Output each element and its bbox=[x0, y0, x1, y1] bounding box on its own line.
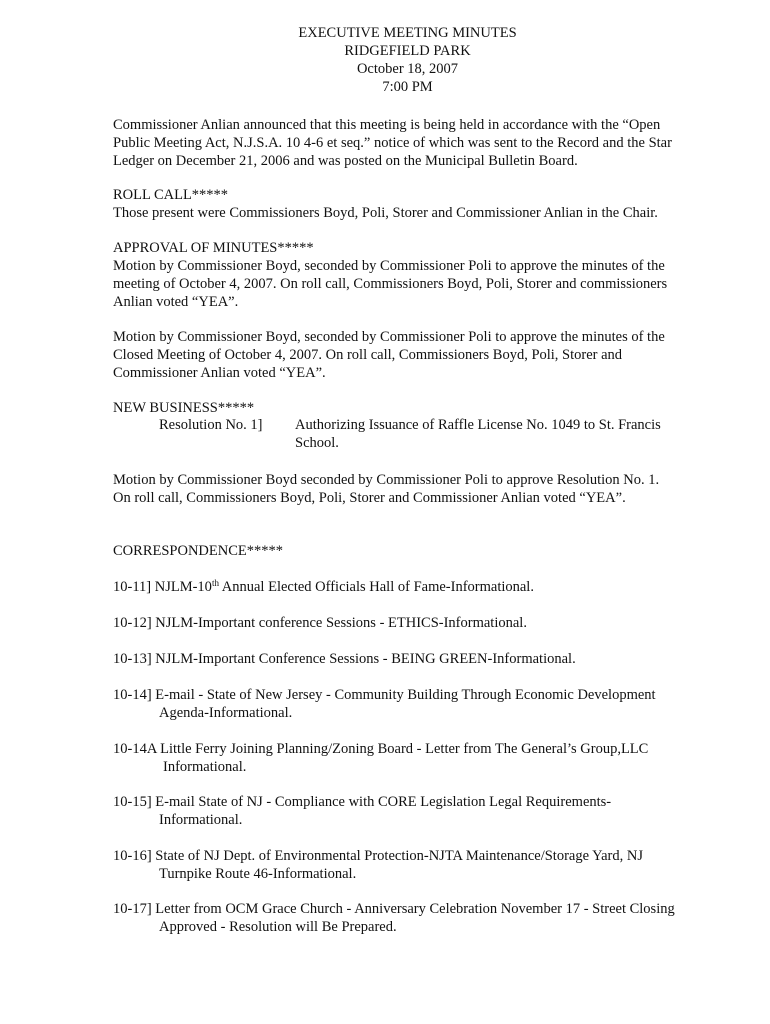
resolution-motion-line: On roll call, Commissioners Boyd, Poli, Storer and Commissioner Anlian voted “YEA”. bbox=[113, 490, 626, 506]
correspondence-text: 10-11] NJLM-10 bbox=[113, 579, 212, 595]
closed-motion-line: Motion by Commissioner Boyd, seconded by Commissioner Poli to approve the minutes of the bbox=[113, 329, 665, 345]
closed-motion-line: Closed Meeting of October 4, 2007. On roll call, Commissioners Boyd, Poli, Storer and bbox=[113, 347, 623, 363]
meeting-time: 7:00 PM bbox=[382, 79, 433, 95]
correspondence-heading: CORRESPONDENCE***** bbox=[113, 543, 283, 559]
correspondence-text: 10-14] E-mail - State of New Jersey - Community Building Through Economic Development bbox=[113, 687, 656, 703]
correspondence-text: 10-16] State of NJ Dept. of Environmental Protection-NJTA Maintenance/Storage Yard, NJ bbox=[113, 848, 644, 864]
closed-motion-line: Commissioner Anlian voted “YEA”. bbox=[113, 365, 326, 381]
closed-meeting-motion bbox=[113, 328, 713, 382]
correspondence-item-10-14 bbox=[113, 686, 713, 722]
correspondence-continuation: Informational. bbox=[163, 759, 247, 775]
correspondence-text: 10-15] E-mail State of NJ - Compliance with CORE Legislation Legal Requirements- bbox=[113, 794, 612, 810]
correspondence-text: 10-13] NJLM-Important Conference Sessions - BEING GREEN-Informational. bbox=[113, 651, 576, 667]
correspondence-continuation: Informational. bbox=[159, 812, 243, 828]
approval-motion-line: Motion by Commissioner Boyd, seconded by Commissioner Poli to approve the minutes of the bbox=[113, 258, 665, 274]
correspondence-continuation: Approved - Resolution will Be Prepared. bbox=[159, 919, 397, 935]
correspondence-item-10-14a bbox=[113, 740, 713, 776]
meeting-date: October 18, 2007 bbox=[356, 61, 459, 77]
correspondence-text: Annual Elected Officials Hall of Fame-Informational. bbox=[218, 579, 534, 595]
new-business-heading: NEW BUSINESS***** bbox=[113, 400, 255, 416]
approval-motion-line: Anlian voted “YEA”. bbox=[113, 294, 239, 310]
approval-section bbox=[113, 239, 713, 311]
intro-line: Public Meeting Act, N.J.S.A. 10 4-6 et seq.” notice of which was sent to the Record and the Star bbox=[113, 135, 672, 151]
correspondence-text: 10-14A Little Ferry Joining Planning/Zoning Board - Letter from The General’s Group,LLC bbox=[113, 741, 649, 757]
resolution-motion-line: Motion by Commissioner Boyd seconded by Commissioner Poli to approve Resolution No. 1. bbox=[113, 472, 660, 488]
correspondence-item-10-12 bbox=[113, 614, 713, 632]
new-business-section bbox=[113, 399, 713, 417]
approval-heading: APPROVAL OF MINUTES***** bbox=[113, 240, 314, 256]
correspondence-continuation: Agenda-Informational. bbox=[159, 705, 293, 721]
roll-call-section bbox=[113, 186, 713, 222]
correspondence-item-10-16 bbox=[113, 847, 713, 883]
correspondence-item-10-13 bbox=[113, 650, 713, 668]
intro-line: Ledger on December 21, 2006 and was posted on the Municipal Bulletin Board. bbox=[113, 153, 578, 169]
roll-call-heading: ROLL CALL***** bbox=[113, 187, 229, 203]
document-title: EXECUTIVE MEETING MINUTES bbox=[298, 25, 517, 41]
roll-call-text: Those present were Commissioners Boyd, Poli, Storer and Commissioner Anlian in the Chair. bbox=[113, 205, 658, 221]
document-location: RIDGEFIELD PARK bbox=[344, 43, 471, 59]
document-header bbox=[0, 24, 770, 96]
resolution-desc-line: Authorizing Issuance of Raffle License No. 1049 to St. Francis bbox=[295, 417, 661, 433]
correspondence-text: 10-12] NJLM-Important conference Sessions - ETHICS-Informational. bbox=[113, 615, 527, 631]
correspondence-section bbox=[113, 542, 713, 560]
correspondence-item-10-17 bbox=[113, 900, 713, 936]
resolution-description bbox=[295, 416, 705, 452]
intro-paragraph bbox=[113, 116, 713, 170]
intro-line: Commissioner Anlian announced that this meeting is being held in accordance with the “Open bbox=[113, 117, 661, 133]
correspondence-text: 10-17] Letter from OCM Grace Church - Anniversary Celebration November 17 - Street Closing bbox=[113, 901, 675, 917]
approval-motion-line: meeting of October 4, 2007. On roll call, Commissioners Boyd, Poli, Storer and commissioners bbox=[113, 276, 668, 292]
resolution-number: Resolution No. 1] bbox=[159, 417, 263, 433]
correspondence-item-10-15 bbox=[113, 793, 713, 829]
correspondence-item-10-11 bbox=[113, 578, 713, 596]
resolution-motion bbox=[113, 471, 713, 507]
resolution-desc-line: School. bbox=[295, 435, 339, 451]
ordinal-suffix: th bbox=[211, 578, 219, 588]
correspondence-continuation: Turnpike Route 46-Informational. bbox=[159, 866, 357, 882]
